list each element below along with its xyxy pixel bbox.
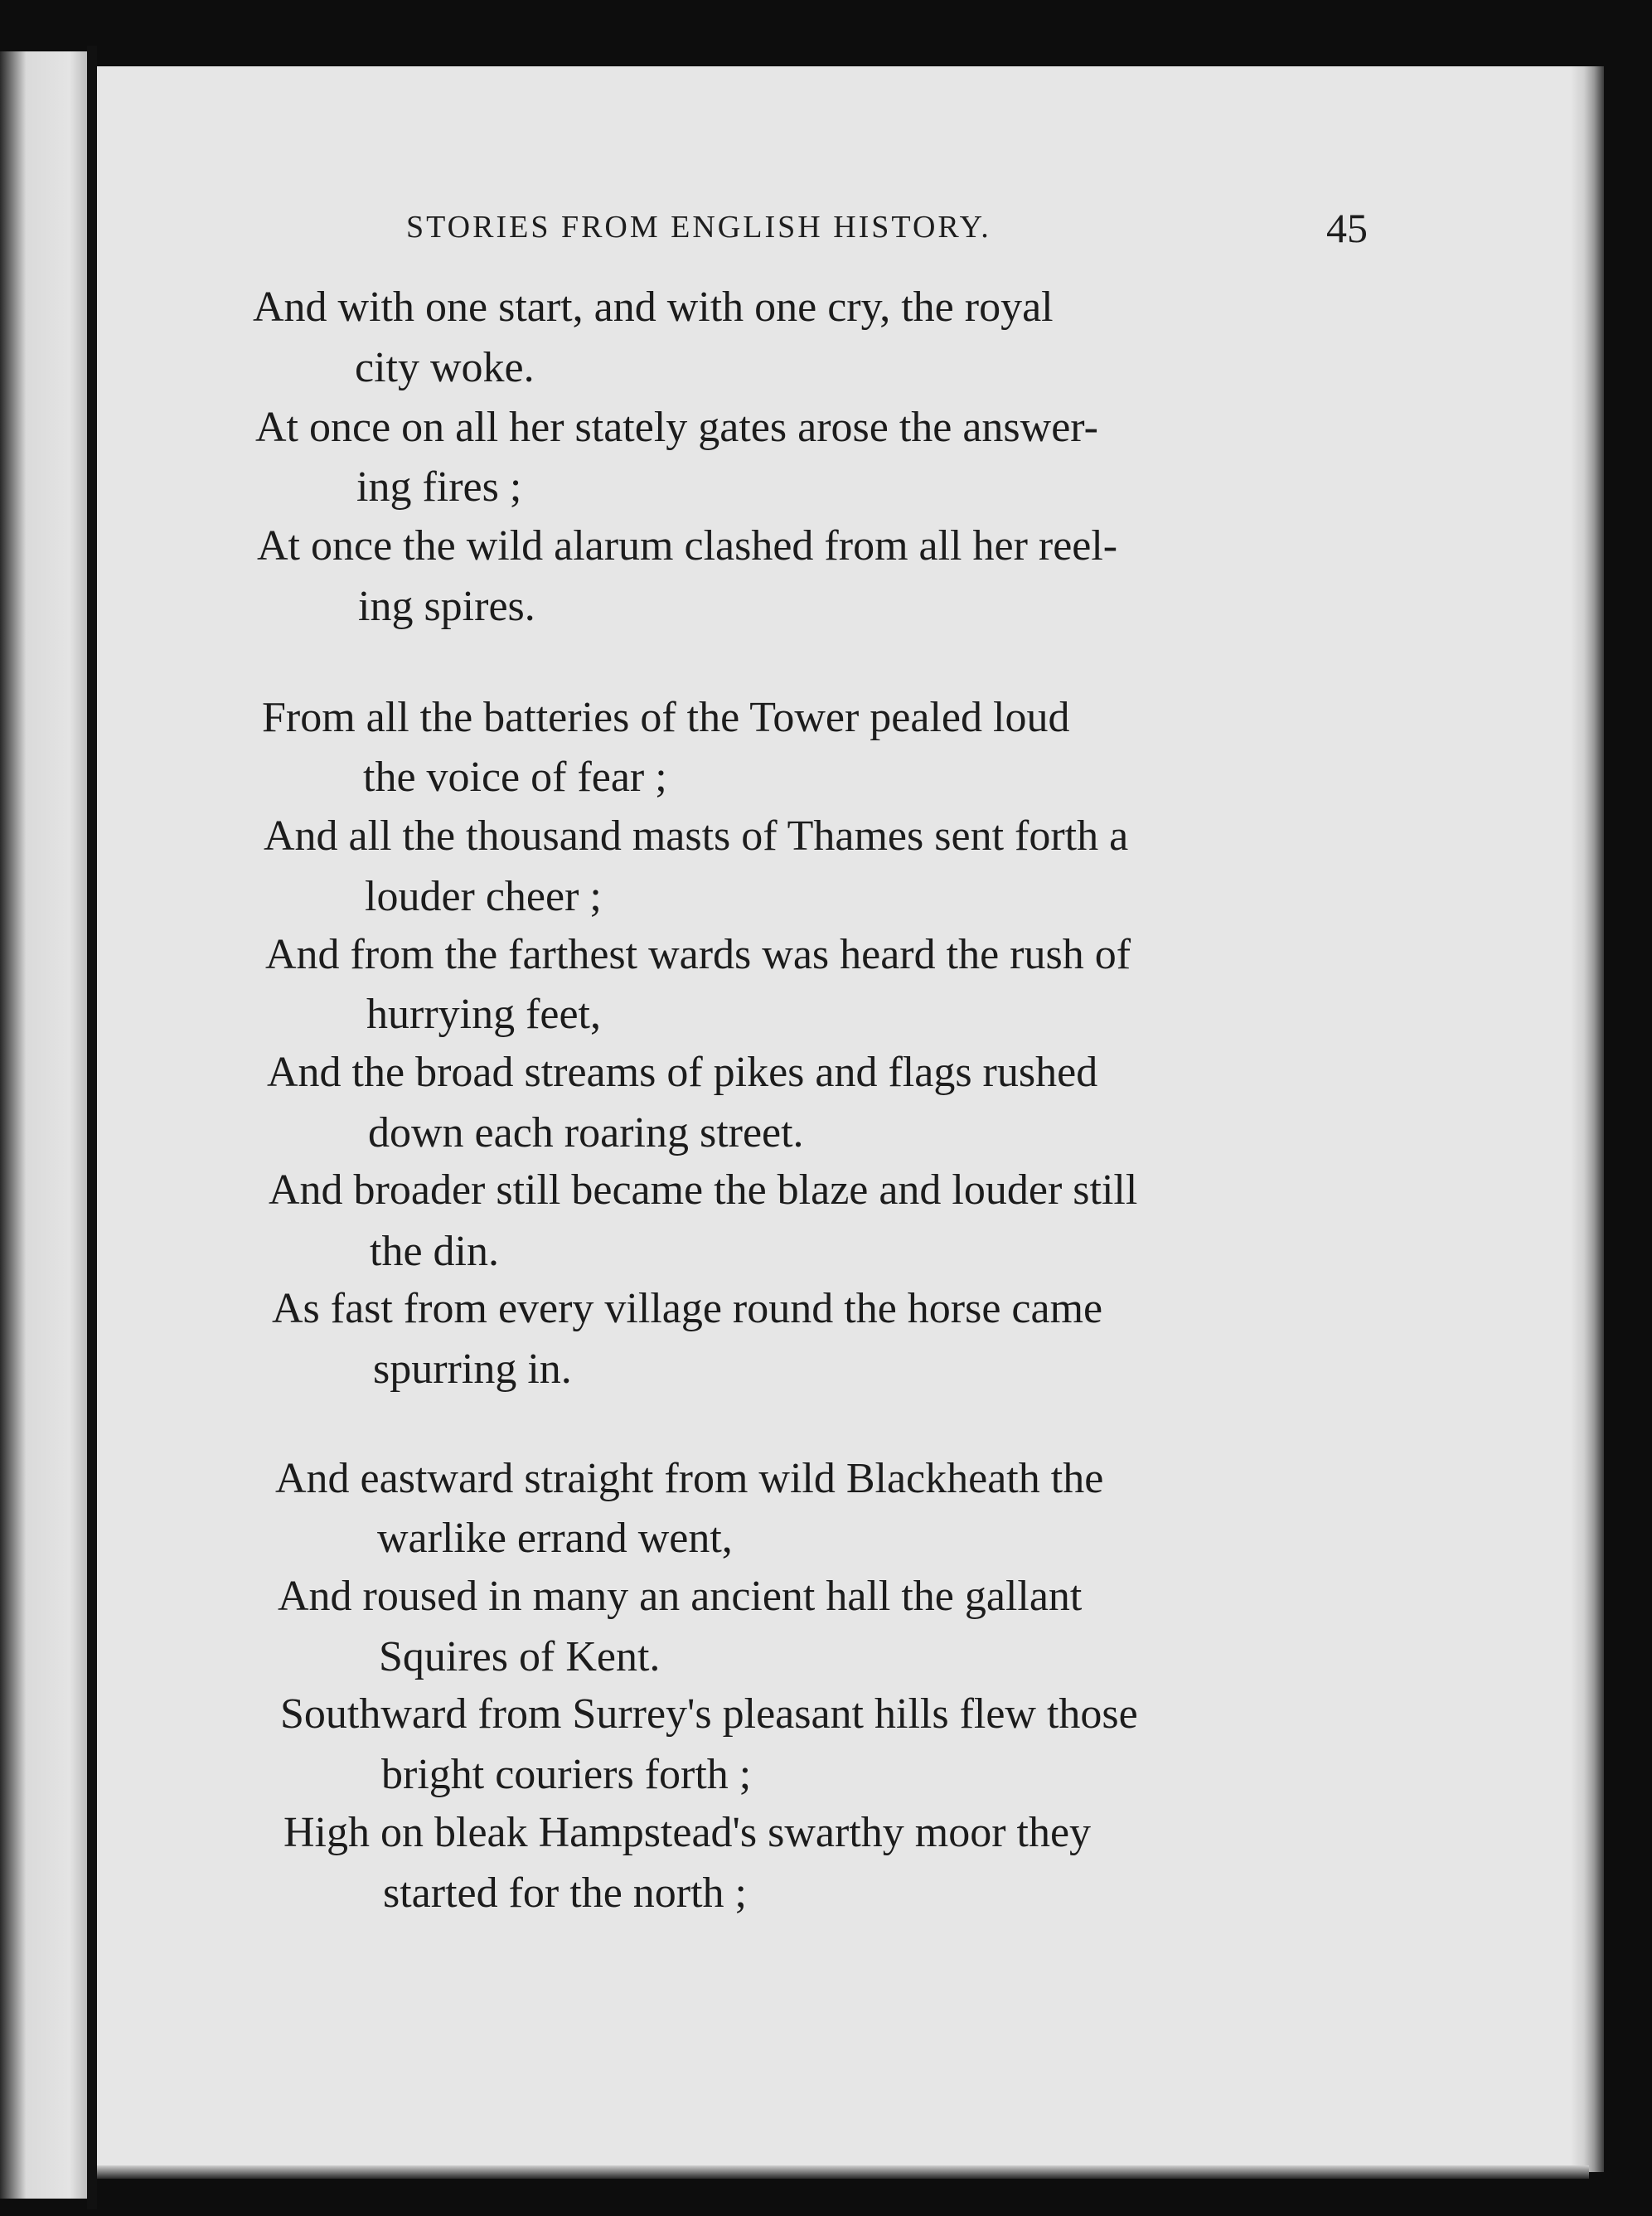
verse-line-continuation: bright couriers forth ; <box>381 1751 752 1798</box>
verse-line-continuation: down each roaring street. <box>368 1109 804 1156</box>
verse-line: And roused in many an ancient hall the gallant <box>278 1573 1083 1620</box>
verse-line: At once the wild alarum clashed from all her reel- <box>257 522 1118 570</box>
verse-line-continuation: the din. <box>370 1228 499 1275</box>
verse-line-continuation: warlike errand went, <box>377 1515 733 1562</box>
verse-line: And with one start, and with one cry, the royal <box>253 284 1054 331</box>
page-number: 45 <box>1326 205 1368 251</box>
verse-line: And all the thousand masts of Thames sent forth a <box>264 812 1129 860</box>
verse-line: Southward from Surrey's pleasant hills flew those <box>280 1690 1138 1738</box>
verse-line-continuation: louder cheer ; <box>365 873 602 920</box>
verse-line-continuation: the voice of fear ; <box>363 754 667 801</box>
verse-line: High on bleak Hampstead's swarthy moor they <box>283 1809 1092 1856</box>
verse-line: And from the farthest wards was heard the rush of <box>265 931 1131 978</box>
verse-line: And broader still became the blaze and louder still <box>269 1166 1138 1214</box>
verse-line: And eastward straight from wild Blackheath the <box>275 1455 1104 1502</box>
verse-line-continuation: Squires of Kent. <box>379 1633 661 1680</box>
verse-line: And the broad streams of pikes and flags rushed <box>267 1049 1098 1096</box>
verse-line: As fast from every village round the horse came <box>272 1285 1103 1332</box>
verse-line-continuation: city woke. <box>355 344 535 391</box>
verse-line: From all the batteries of the Tower pealed loud <box>262 694 1070 741</box>
verse-line-continuation: started for the north ; <box>383 1869 747 1917</box>
verse-line-continuation: spurring in. <box>373 1346 572 1393</box>
verse-line-continuation: ing fires ; <box>356 463 522 511</box>
verse-line-continuation: ing spires. <box>358 583 535 630</box>
verse-line-continuation: hurrying feet, <box>366 991 602 1038</box>
running-title: STORIES FROM ENGLISH HISTORY. <box>406 210 991 245</box>
verse-line: At once on all her stately gates arose the answer- <box>255 404 1098 451</box>
